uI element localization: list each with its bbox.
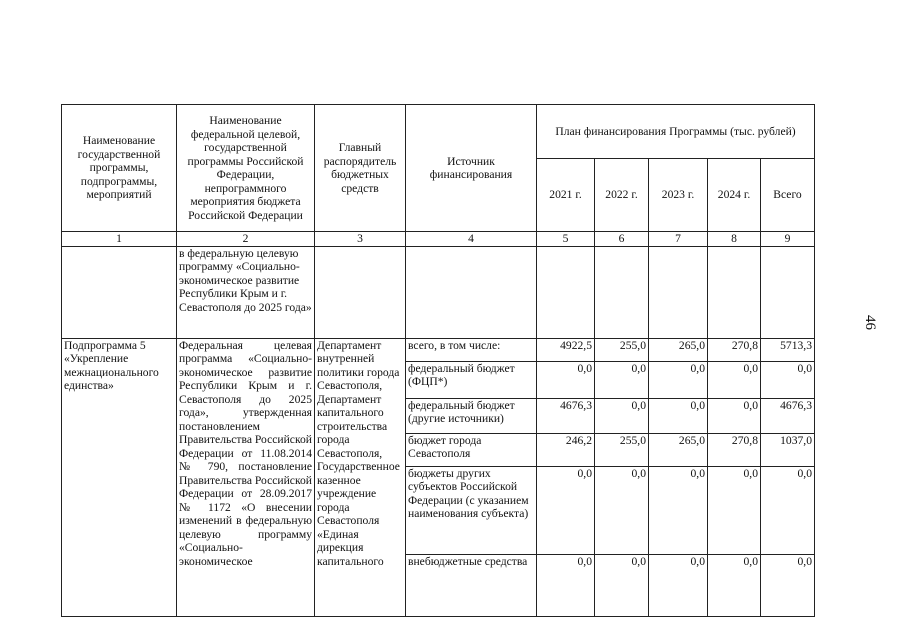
funding-source: бюджеты других субъектов Российской Федерации (с указанием наименования субъекта) [406, 466, 537, 554]
value-2022: 255,0 [595, 433, 649, 466]
value-total: 4676,3 [761, 398, 815, 433]
funding-source: внебюджетные средства [406, 554, 537, 616]
page-number: 46 [862, 315, 878, 330]
header-year-2023: 2023 г. [649, 159, 708, 232]
column-number-row [62, 232, 815, 247]
value-total: 1037,0 [761, 433, 815, 466]
value-total: 0,0 [761, 554, 815, 616]
header-program-name: Наименование государственной программы, подпрограммы, мероприятий [62, 105, 177, 232]
header-federal-program: Наименование федеральной целевой, государственной программы Российской Федерации, непрограммного мероприятия бюджета Российской Федерации [177, 105, 315, 232]
funding-source: федеральный бюджет (другие источники) [406, 398, 537, 433]
value-total: 0,0 [761, 361, 815, 398]
value-2024: 0,0 [708, 554, 761, 616]
value-2022: 255,0 [595, 338, 649, 361]
value-2021: 0,0 [537, 466, 595, 554]
continuation-row [62, 246, 815, 338]
col-number: 4 [406, 232, 537, 247]
value-2023: 0,0 [649, 361, 708, 398]
value-2022: 0,0 [595, 398, 649, 433]
value-2024: 270,8 [708, 433, 761, 466]
header-year-2024: 2024 г. [708, 159, 761, 232]
value-2023: 0,0 [649, 466, 708, 554]
value-2023: 0,0 [649, 398, 708, 433]
value-2021: 0,0 [537, 361, 595, 398]
table-row [62, 338, 815, 361]
value-2024: 270,8 [708, 338, 761, 361]
col-number: 2 [177, 232, 315, 247]
value-2024: 0,0 [708, 398, 761, 433]
program-text: Федеральная целевая программа «Социально-экономическое развитие Республики Крым и г. Севастополя до 2025 года», утвержденная постановлением Правительства Российской Федерации от 11.08.2014 № 790, постановление Правительства Российской Федерации от 28.09.2017 № 1172 «О внесении изменений в федеральную целевую программу «Социально-экономическое [177, 338, 315, 616]
value-2023: 265,0 [649, 338, 708, 361]
header-funding-source: Источник финансирования [406, 105, 537, 232]
financing-table [61, 104, 815, 617]
value-2024: 0,0 [708, 361, 761, 398]
value-2023: 265,0 [649, 433, 708, 466]
col-number: 8 [708, 232, 761, 247]
col-number: 6 [595, 232, 649, 247]
header-plan: План финансирования Программы (тыс. рублей) [537, 105, 815, 159]
funding-source: всего, в том числе: [406, 338, 537, 361]
col-number: 1 [62, 232, 177, 247]
value-2021: 4922,5 [537, 338, 595, 361]
continuation-text: в федеральную целевую программу «Социально-экономическое развитие Республики Крым и г. Севастополя до 2025 года» [177, 246, 315, 338]
value-total: 0,0 [761, 466, 815, 554]
value-2021: 4676,3 [537, 398, 595, 433]
header-year-2022: 2022 г. [595, 159, 649, 232]
value-2024: 0,0 [708, 466, 761, 554]
col-number: 3 [315, 232, 406, 247]
value-total: 5713,3 [761, 338, 815, 361]
funding-source: федеральный бюджет (ФЦП*) [406, 361, 537, 398]
budget-manager: Департамент внутренней политики города Севастополя, Департамент капитального строительства города Севастополя, Государственное казенное учреждение города Севастополя «Единая дирекция капитального [315, 338, 406, 616]
value-2022: 0,0 [595, 466, 649, 554]
value-2022: 0,0 [595, 554, 649, 616]
funding-source: бюджет города Севастополя [406, 433, 537, 466]
value-2022: 0,0 [595, 361, 649, 398]
value-2021: 246,2 [537, 433, 595, 466]
header-budget-manager: Главный распорядитель бюджетных средств [315, 105, 406, 232]
header-total: Всего [761, 159, 815, 232]
col-number: 5 [537, 232, 595, 247]
header-year-2021: 2021 г. [537, 159, 595, 232]
col-number: 9 [761, 232, 815, 247]
col-number: 7 [649, 232, 708, 247]
value-2021: 0,0 [537, 554, 595, 616]
subprogram-name: Подпрограмма 5 «Укрепление межнационального единства» [62, 338, 177, 616]
value-2023: 0,0 [649, 554, 708, 616]
